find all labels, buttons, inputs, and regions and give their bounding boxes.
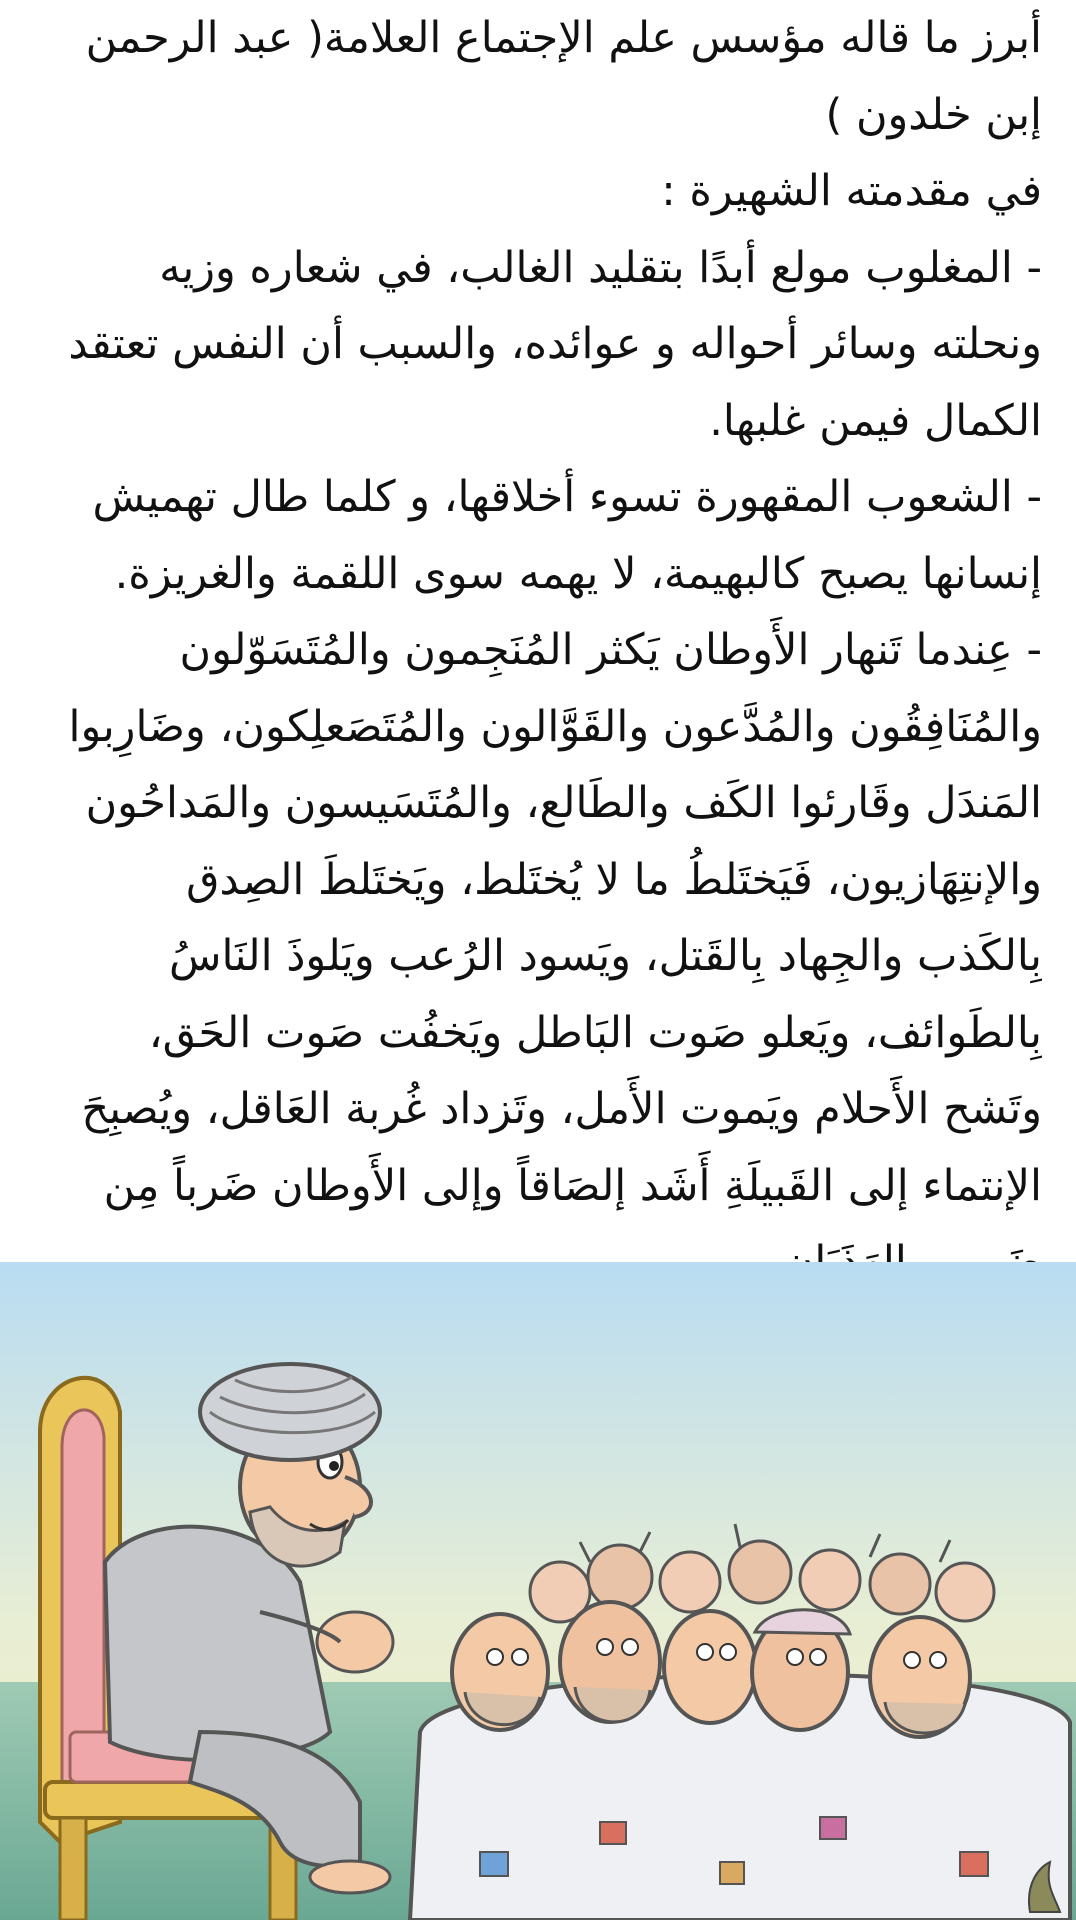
cartoon-illustration (0, 1262, 1076, 1920)
text-line: الإنتماء إلى القَبيلَةِ أَشَد إلصَاقاً وإلى الأَوطان ضَرباً مِن (103, 1160, 1042, 1211)
text-line: - المغلوب مولع أبدًا بتقليد الغالب، في شعاره وزيه (159, 242, 1042, 293)
text-line: والمُنَافِقُون والمُدَّعون والقَوَّالون والمُتَصَعلِكون، وضَارِبوا (68, 701, 1042, 752)
text-line: أبرز ما قاله مؤسس علم الإجتماع العلامة( عبد الرحمن (85, 13, 1042, 63)
cartoon-scene (0, 1262, 1076, 1920)
text-line: ونحلته وسائر أحواله و عوائده، والسبب أن النفس تعتقد (68, 319, 1042, 369)
text-line: الكمال فيمن غلبها. (709, 395, 1042, 446)
text-line: - عِندما تَنهار الأَوطان يَكثر المُنَجِمون والمُتَسَوّلون (179, 625, 1042, 675)
text-line: - الشعوب المقهورة تسوء أخلاقها، و كلما طال تهميش (92, 472, 1042, 522)
text-line: بِالطَوائف، ويَعلو صَوت البَاطل ويَخفُت صَوت الحَق، (148, 1007, 1042, 1058)
text-line: إبن خلدون ) (825, 89, 1042, 140)
text-line: وتَشح الأَحلام ويَموت الأَمل، وتَزداد غُربة العَاقل، ويُصبِحَ (81, 1084, 1042, 1134)
text-line: بِالكَذب والجِهاد بِالقَتل، ويَسود الرُعب ويَلوذَ النَاسُ (168, 931, 1042, 981)
text-line: إنسانها يصبح كالبهيمة، لا يهمه سوى اللقمة والغريزة. (114, 548, 1042, 599)
text-line: في مقدمته الشهيرة : (661, 166, 1042, 216)
text-line: والإنتِهَازيون، فَيَختَلطُ ما لا يُختَلط، ويَختَلطَ الصِدق (186, 854, 1042, 905)
text-line: المَندَل وقَارئوا الكَف والطَالع، والمُتَسَيسون والمَداحُون (85, 778, 1042, 828)
